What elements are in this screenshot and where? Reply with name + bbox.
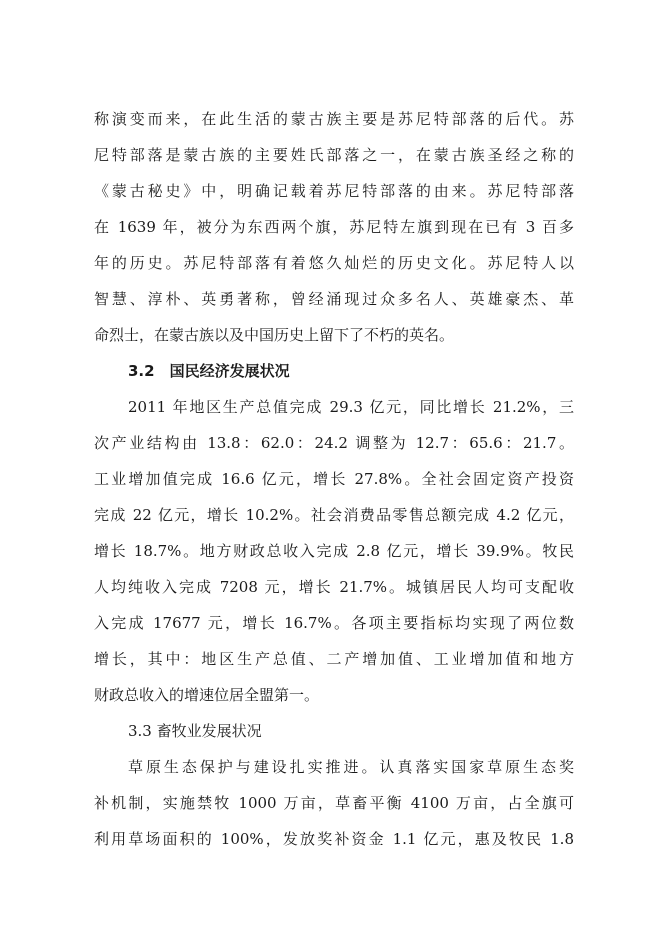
paragraph-line: 称演变而来，在此生活的蒙古族主要是苏尼特部落的后代。苏 (94, 110, 574, 128)
paragraph-line: 入完成 17677 元，增长 16.7%。各项主要指标均实现了两位数 (94, 614, 574, 632)
paragraph-line: 完成 22 亿元，增长 10.2%。社会消费品零售总额完成 4.2 亿元， (94, 506, 574, 524)
paragraph-line: 增长，其中：地区生产总值、二产增加值、工业增加值和地方 (94, 650, 574, 668)
paragraph-line: 增长 18.7%。地方财政总收入完成 2.8 亿元，增长 39.9%。牧民 (94, 542, 574, 560)
paragraph-line: 《蒙古秘史》中，明确记载着苏尼特部落的由来。苏尼特部落 (94, 182, 574, 200)
paragraph-line: 工业增加值完成 16.6 亿元，增长 27.8%。全社会固定资产投资 (94, 470, 574, 488)
paragraph-line: 尼特部落是蒙古族的主要姓氏部落之一，在蒙古族圣经之称的 (94, 146, 574, 164)
paragraph-line: 利用草场面积的 100%，发放奖补资金 1.1 亿元，惠及牧民 1.8 (94, 830, 574, 848)
section-heading-3-3: 3.3 畜牧业发展状况 (128, 722, 262, 740)
section-heading-3-2: 3.2 国民经济发展状况 (128, 362, 290, 380)
paragraph-line: 年的历史。苏尼特部落有着悠久灿烂的历史文化。苏尼特人以 (94, 254, 574, 272)
paragraph-line: 智慧、淳朴、英勇著称，曾经涌现过众多名人、英雄豪杰、革 (94, 290, 574, 308)
paragraph-line: 命烈士，在蒙古族以及中国历史上留下了不朽的英名。 (94, 326, 455, 344)
paragraph-line: 2011 年地区生产总值完成 29.3 亿元，同比增长 21.2%，三 (128, 398, 574, 416)
paragraph-line: 补机制，实施禁牧 1000 万亩，草畜平衡 4100 万亩，占全旗可 (94, 794, 574, 812)
paragraph-line: 人均纯收入完成 7208 元，增长 21.7%。城镇居民人均可支配收 (94, 578, 574, 596)
paragraph-line: 草原生态保护与建设扎实推进。认真落实国家草原生态奖 (128, 758, 574, 776)
paragraph-line: 在 1639 年，被分为东西两个旗，苏尼特左旗到现在已有 3 百多 (94, 218, 574, 236)
paragraph-line: 次产业结构由 13.8：62.0：24.2 调整为 12.7：65.6：21.7。 (94, 434, 574, 452)
paragraph-line: 财政总收入的增速位居全盟第一。 (94, 686, 320, 704)
